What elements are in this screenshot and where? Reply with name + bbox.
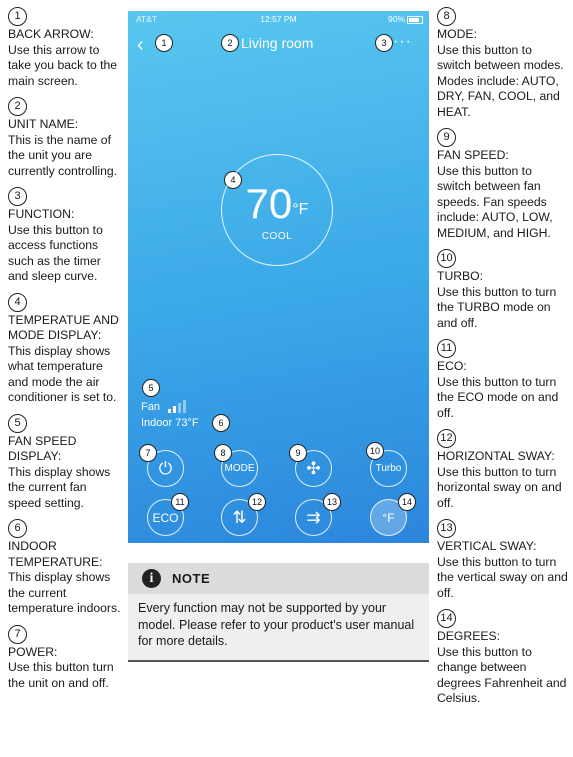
temperature-value: 70 [245,180,293,227]
callout-number: 4 [8,293,27,312]
callout-badge: 3 [375,34,393,52]
status-bar [128,11,429,27]
legend-title: DEGREES: [437,629,500,643]
callout-number: 11 [437,339,456,358]
callout-number: 14 [437,609,456,628]
unit-name: Living room [241,35,314,51]
callout-number: 9 [437,128,456,147]
indoor-temperature: Indoor 73°F [141,417,199,429]
legend-indoor-temperature [8,518,122,617]
legend-turbo [437,248,569,331]
callout-badge: 7 [139,444,157,462]
callout-number: 7 [8,625,27,644]
legend-eco [437,338,569,421]
temperature-unit: °F [292,201,309,218]
legend-desc: Use this button to turn the TURBO mode on and off. [437,284,557,330]
battery-status [388,11,423,27]
note-header [128,563,429,594]
legend-back-arrow [8,6,122,89]
callout-badge: 12 [248,493,266,511]
function-more-button[interactable]: ··· [393,33,412,50]
legend-title: FAN SPEED DISPLAY: [8,433,77,463]
turbo-label: Turbo [375,463,402,474]
callout-number: 6 [8,519,27,538]
legend-desc: Use this button to switch between modes. Modes include: AUTO, DRY, FAN, COOL, and HEAT. [437,42,564,119]
legend-title: MODE: [437,27,477,41]
callout-badge: 5 [142,379,160,397]
legend-title: POWER: [8,644,58,659]
degrees-label: °F [382,510,395,525]
note-divider [128,660,429,662]
legend-desc: This display shows the current temperature indoors. [8,570,121,615]
legend-desc: Use this button to switch between fan speeds. Fan speeds include: AUTO, LOW, MEDIUM, and HIGH. [437,163,553,240]
note-title: NOTE [172,571,211,586]
fan-speed-display [141,400,188,413]
legend-desc: Use this button to change between degrees Fahrenheit and Celsius. [437,644,567,705]
horizontal-sway-icon: ⇅ [232,507,247,527]
callout-badge: 2 [221,34,239,52]
callout-badge: 6 [212,414,230,432]
callout-number: 1 [8,7,27,26]
fan-icon: ✣ [306,458,321,478]
legend-function [8,186,122,285]
legend-unit-name [8,96,122,179]
legend-desc: Use this button to access functions such as the timer and sleep curve. [8,222,103,283]
callout-badge: 13 [323,493,341,511]
legend-title: INDOOR TEMPERATURE: [8,539,103,569]
callout-badge: 8 [214,444,232,462]
callout-badge: 4 [224,171,242,189]
phone-screenshot [128,11,429,543]
callout-number: 2 [8,97,27,116]
power-icon: ⏻ [158,458,173,478]
legend-title: FUNCTION: [8,207,75,221]
mode-label: MODE [224,463,255,474]
temperature-display [222,181,332,227]
legend-power [8,624,122,692]
legend-temperature-display [8,292,122,406]
fan-label: Fan [141,401,160,413]
legend-title: VERTICAL SWAY: [437,539,537,553]
legend-desc: Use this button to turn horizontal sway on and off. [437,464,562,510]
status-time: 12:57 PM [260,14,297,24]
legend-title: TEMPERATUE AND MODE DISPLAY: [8,312,119,342]
legend-desc: This is the name of the unit you are currently controlling. [8,132,118,178]
carrier-label: AT&T [136,14,158,24]
callout-number: 13 [437,519,456,538]
vertical-sway-icon: ⇉ [306,507,321,527]
legend-title: UNIT NAME: [8,117,79,131]
legend-degrees [437,608,569,707]
temperature-dial[interactable] [221,154,333,266]
right-legend-column [437,6,569,714]
battery-percent: 90% [387,14,405,24]
legend-title: FAN SPEED: [437,148,509,162]
legend-desc: This display shows what temperature and mode the air conditioner is set to. [8,343,117,404]
callout-badge: 1 [155,34,173,52]
legend-horizontal-sway [437,428,569,511]
legend-title: TURBO: [437,269,484,283]
fan-speed-bars-icon [168,400,188,413]
legend-desc: Use this button to turn the vertical sway on and off. [437,554,568,600]
callout-badge: 9 [289,444,307,462]
eco-label: ECO [152,510,179,525]
note-body: Every function may not be supported by your model. Please refer to your product's user manual for more details. [128,594,429,662]
legend-mode [437,6,569,120]
mode-display: COOL [261,231,293,242]
legend-title: HORIZONTAL SWAY: [437,449,555,463]
legend-fan-speed [437,127,569,241]
callout-number: 3 [8,187,27,206]
info-icon: i [142,569,161,588]
callout-badge: 11 [171,493,189,511]
battery-icon [407,16,423,24]
left-legend-column [8,6,122,698]
legend-desc: This display shows the current fan speed setting. [8,464,111,510]
legend-vertical-sway [437,518,569,601]
callout-number: 10 [437,249,456,268]
legend-desc: Use this button turn the unit on and off. [8,660,114,690]
legend-title: ECO: [437,359,467,373]
callout-number: 12 [437,429,456,448]
callout-number: 5 [8,414,27,433]
callout-badge: 10 [366,442,384,460]
legend-title: BACK ARROW: [8,27,94,41]
back-arrow-button[interactable]: ‹ [137,34,144,56]
callout-badge: 14 [398,493,416,511]
callout-number: 8 [437,7,456,26]
legend-desc: Use this arrow to take you back to the main screen. [8,42,118,88]
legend-desc: Use this button to turn the ECO mode on and off. [437,374,559,420]
legend-fan-speed-display [8,413,122,512]
